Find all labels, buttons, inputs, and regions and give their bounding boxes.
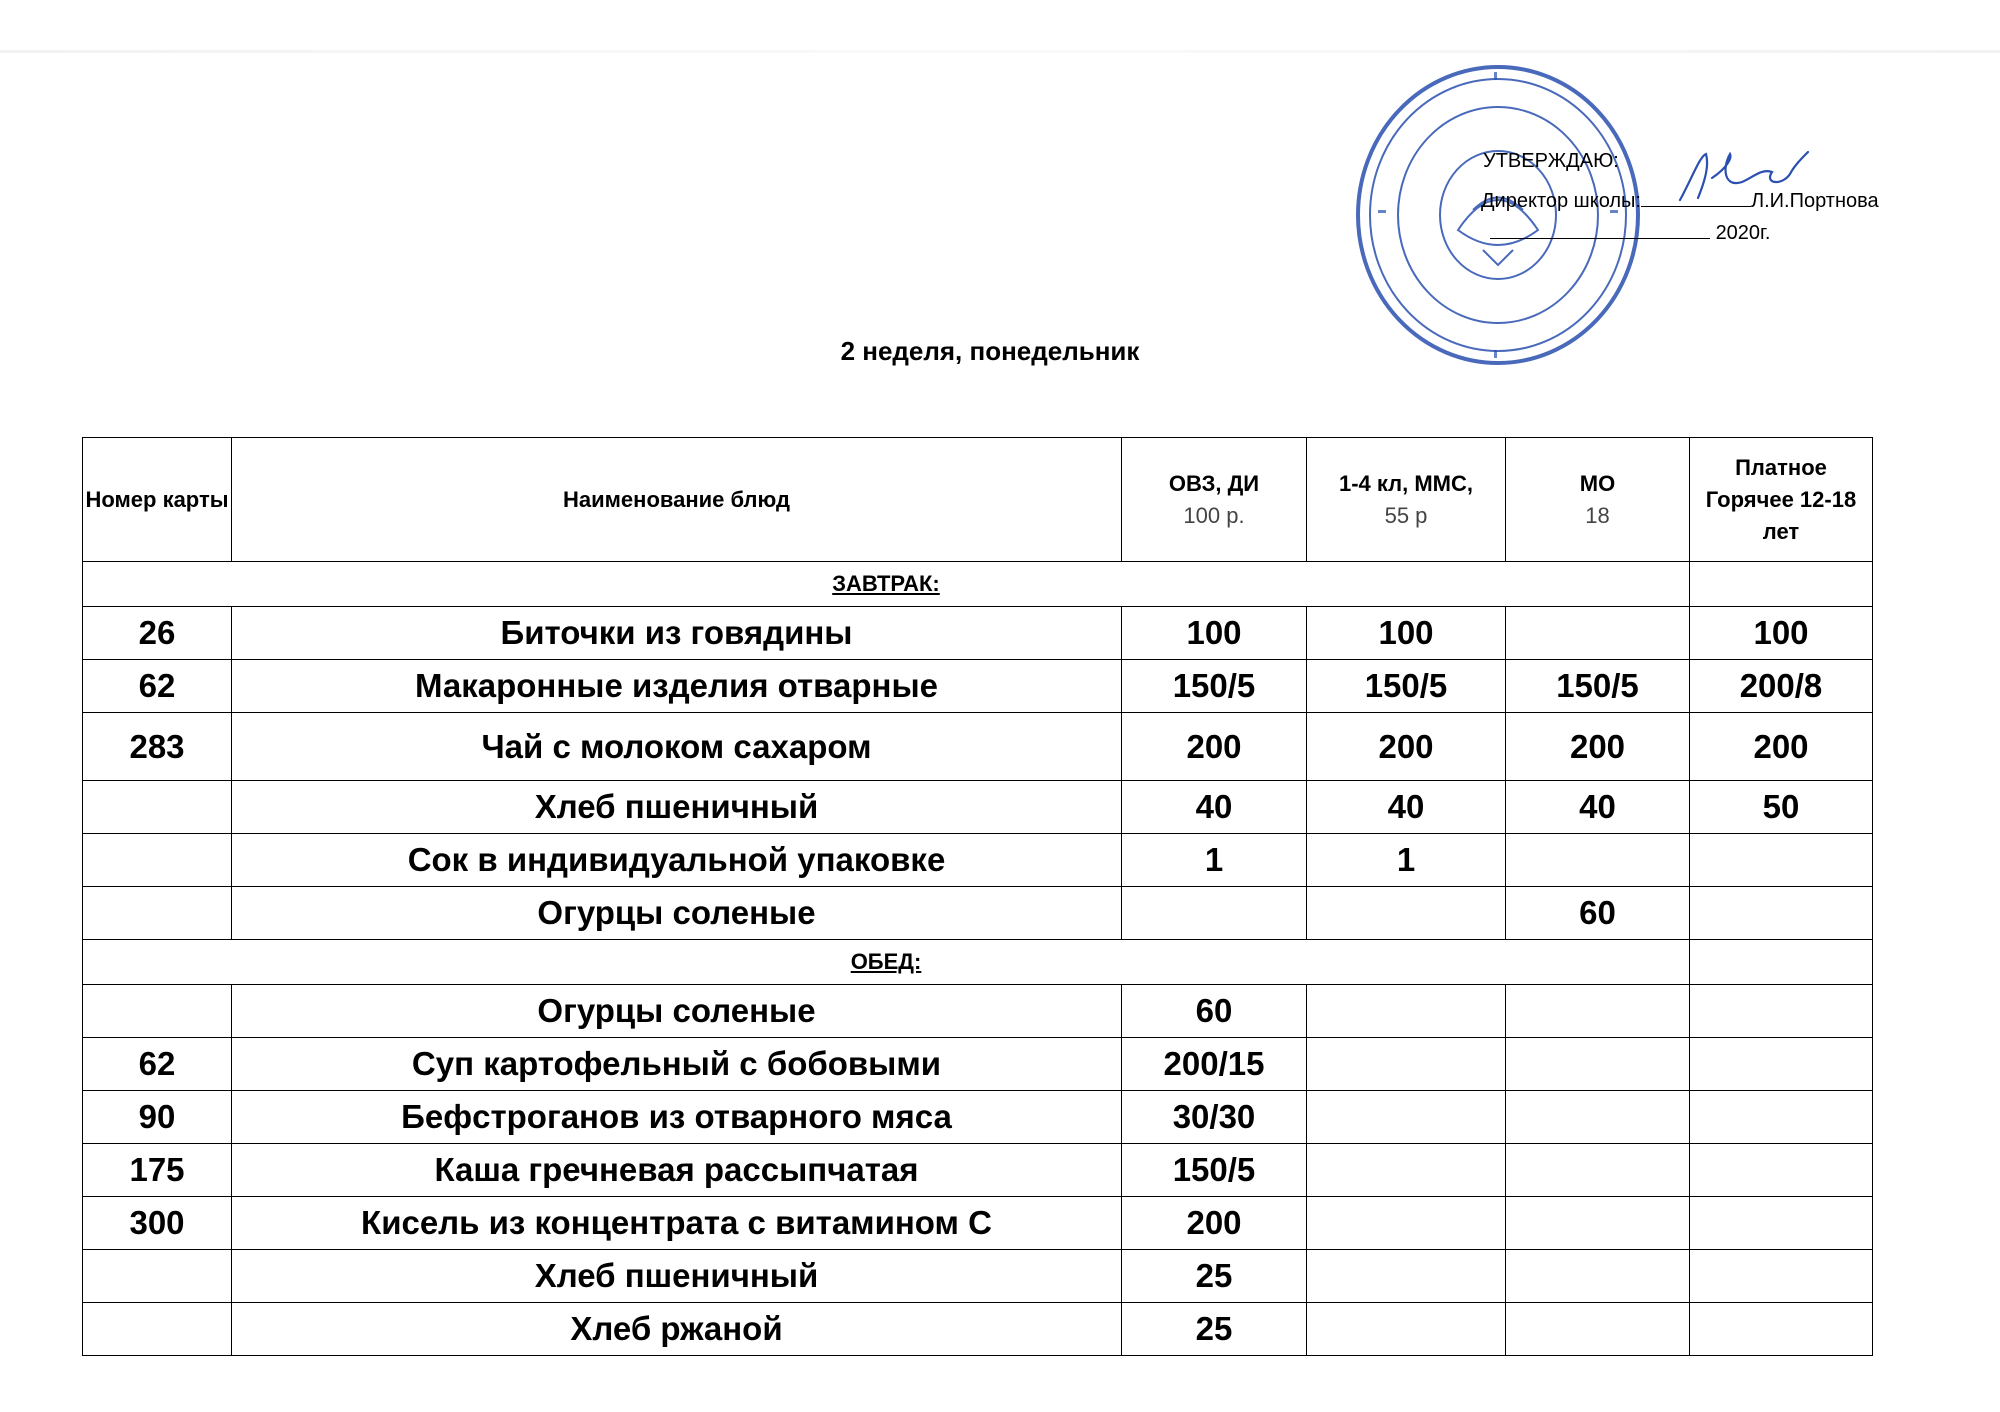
cell-ovz: 30/30 (1122, 1091, 1307, 1144)
cell-card: 300 (83, 1197, 232, 1250)
cell-grade (1307, 1144, 1506, 1197)
cell-mo: 60 (1506, 887, 1690, 940)
cell-dish: Хлеб пшеничный (232, 781, 1122, 834)
cell-mo (1506, 1144, 1690, 1197)
header-grade (1307, 438, 1506, 562)
header-mo-label: МО (1579, 470, 1616, 496)
cell-card: 62 (83, 1038, 232, 1091)
cell-grade (1307, 887, 1506, 940)
table-row (83, 834, 1873, 887)
cell-mo (1506, 985, 1690, 1038)
cell-paid (1690, 1303, 1873, 1356)
cell-ovz: 60 (1122, 985, 1307, 1038)
cell-paid (1690, 985, 1873, 1038)
cell-dish: Огурцы соленые (232, 985, 1122, 1038)
cell-card (83, 781, 232, 834)
approval-title: УТВЕРЖДАЮ: (1483, 150, 1619, 172)
cell-ovz: 1 (1122, 834, 1307, 887)
table-row (83, 1250, 1873, 1303)
table-row (83, 887, 1873, 940)
cell-mo: 150/5 (1506, 660, 1690, 713)
cell-paid: 100 (1690, 607, 1873, 660)
menu-table (82, 437, 1873, 1356)
cell-paid: 200 (1690, 713, 1873, 781)
table-row (83, 985, 1873, 1038)
cell-card (83, 887, 232, 940)
cell-mo (1506, 607, 1690, 660)
table-row (83, 1038, 1873, 1091)
cell-dish: Кисель из концентрата с витамином С (232, 1197, 1122, 1250)
header-mo-count: 18 (1585, 502, 1610, 528)
cell-dish: Хлеб пшеничный (232, 1250, 1122, 1303)
cell-paid: 200/8 (1690, 660, 1873, 713)
cell-dish: Макаронные изделия отварные (232, 660, 1122, 713)
cell-ovz: 150/5 (1122, 1144, 1307, 1197)
table-row (83, 1303, 1873, 1356)
table-row (83, 660, 1873, 713)
cell-grade: 100 (1307, 607, 1506, 660)
table-row (83, 1144, 1873, 1197)
section-label: ОБЕД: (850, 949, 922, 974)
cell-card: 90 (83, 1091, 232, 1144)
cell-mo (1506, 834, 1690, 887)
cell-card (83, 1303, 232, 1356)
cell-card (83, 1250, 232, 1303)
cell-dish: Хлеб ржаной (232, 1303, 1122, 1356)
cell-mo (1506, 1197, 1690, 1250)
cell-grade (1307, 1250, 1506, 1303)
cell-grade (1307, 1091, 1506, 1144)
header-card-no: Номер карты (83, 438, 232, 562)
cell-ovz: 200/15 (1122, 1038, 1307, 1091)
cell-paid (1690, 1038, 1873, 1091)
cell-ovz: 200 (1122, 1197, 1307, 1250)
director-name: Л.И.Портнова (1750, 190, 1879, 212)
cell-dish: Сок в индивидуальной упаковке (232, 834, 1122, 887)
header-mo (1506, 438, 1690, 562)
cell-card: 283 (83, 713, 232, 781)
cell-card: 175 (83, 1144, 232, 1197)
cell-grade (1307, 1038, 1506, 1091)
cell-ovz: 100 (1122, 607, 1307, 660)
cell-paid (1690, 887, 1873, 940)
page-title: 2 неделя, понедельник (840, 336, 1140, 366)
cell-grade: 200 (1307, 713, 1506, 781)
date-line (1490, 218, 1770, 245)
cell-dish: Суп картофельный с бобовыми (232, 1038, 1122, 1091)
cell-mo (1506, 1038, 1690, 1091)
scan-artifact (0, 50, 2000, 53)
section-empty-cell (1690, 562, 1873, 607)
cell-paid: 50 (1690, 781, 1873, 834)
table-row (83, 781, 1873, 834)
section-cell (83, 562, 1690, 607)
header-ovz-price: 100 р. (1183, 502, 1245, 528)
header-grade-price: 55 р (1384, 502, 1428, 528)
cell-mo (1506, 1250, 1690, 1303)
date-suffix: 2020г. (1715, 222, 1771, 244)
cell-grade: 150/5 (1307, 660, 1506, 713)
cell-ovz (1122, 887, 1307, 940)
cell-grade: 1 (1307, 834, 1506, 887)
cell-dish: Огурцы соленые (232, 887, 1122, 940)
cell-ovz: 40 (1122, 781, 1307, 834)
section-cell (83, 940, 1690, 985)
handwritten-signature (1672, 148, 1812, 208)
header-grade-label: 1-4 кл, ММС, (1338, 470, 1474, 496)
cell-ovz: 200 (1122, 713, 1307, 781)
cell-paid (1690, 834, 1873, 887)
cell-dish: Биточки из говядины (232, 607, 1122, 660)
cell-grade: 40 (1307, 781, 1506, 834)
cell-mo (1506, 1091, 1690, 1144)
director-label: Директор школы: (1481, 190, 1641, 212)
cell-ovz: 25 (1122, 1250, 1307, 1303)
cell-card (83, 834, 232, 887)
table-header-row (83, 438, 1873, 562)
cell-mo (1506, 1303, 1690, 1356)
cell-card: 26 (83, 607, 232, 660)
cell-ovz: 25 (1122, 1303, 1307, 1356)
cell-grade (1307, 1197, 1506, 1250)
header-ovz-label: ОВЗ, ДИ (1168, 470, 1260, 496)
cell-dish: Бефстроганов из отварного мяса (232, 1091, 1122, 1144)
cell-dish: Каша гречневая рассыпчатая (232, 1144, 1122, 1197)
cell-card (83, 985, 232, 1038)
cell-paid (1690, 1197, 1873, 1250)
table-row (83, 713, 1873, 781)
cell-grade (1307, 1303, 1506, 1356)
table-row (83, 1197, 1873, 1250)
header-ovz (1122, 438, 1307, 562)
table-row (83, 607, 1873, 660)
cell-paid (1690, 1144, 1873, 1197)
header-dish: Наименование блюд (232, 438, 1122, 562)
cell-paid (1690, 1250, 1873, 1303)
section-row (83, 562, 1873, 607)
section-empty-cell (1690, 940, 1873, 985)
cell-card: 62 (83, 660, 232, 713)
cell-paid (1690, 1091, 1873, 1144)
cell-dish: Чай с молоком сахаром (232, 713, 1122, 781)
section-row (83, 940, 1873, 985)
cell-ovz: 150/5 (1122, 660, 1307, 713)
header-paid: Платное Горячее 12-18 лет (1690, 438, 1873, 562)
section-label: ЗАВТРАК: (832, 571, 940, 596)
cell-mo: 40 (1506, 781, 1690, 834)
cell-grade (1307, 985, 1506, 1038)
table-row (83, 1091, 1873, 1144)
cell-mo: 200 (1506, 713, 1690, 781)
date-blank (1490, 218, 1710, 239)
